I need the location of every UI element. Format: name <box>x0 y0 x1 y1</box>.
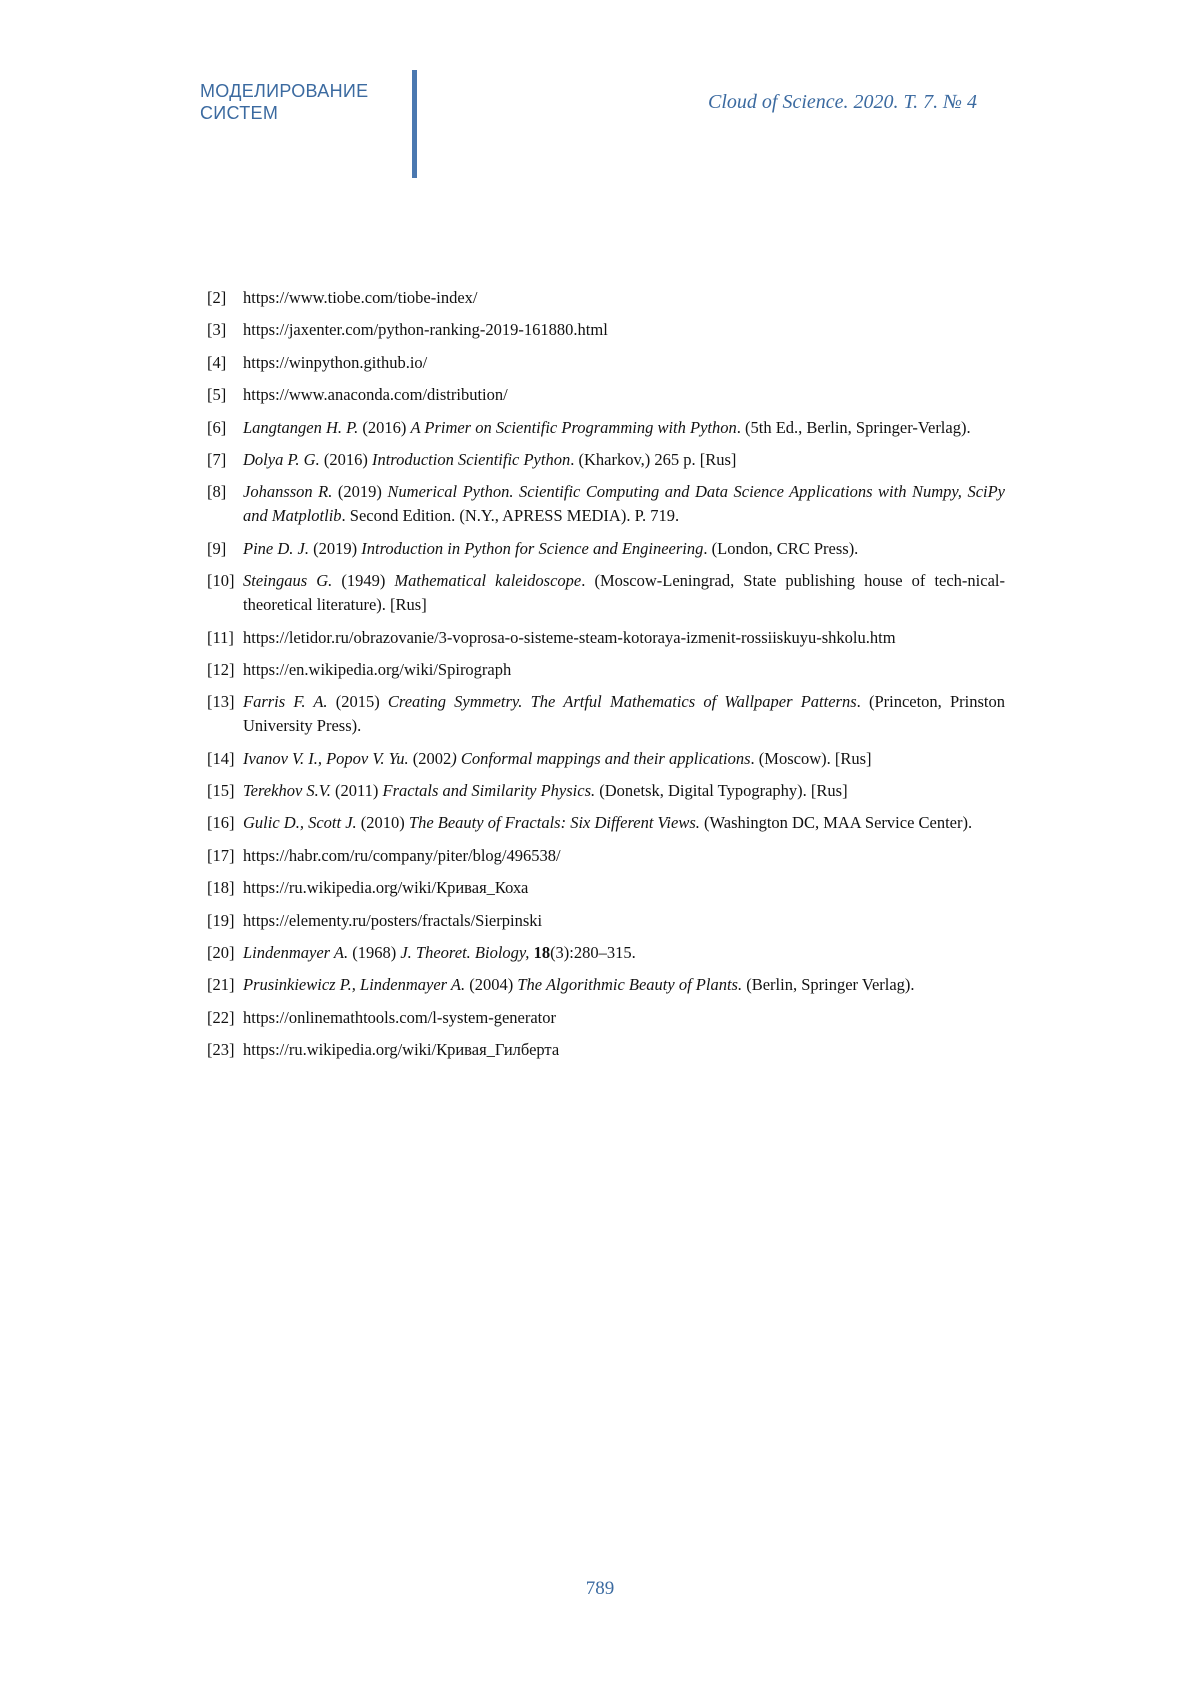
reference-text: Steingaus G. <box>243 571 333 591</box>
reference-text: https://ru.wikipedia.org/wiki/Кривая_Коха <box>243 878 529 898</box>
reference-text: https://elementy.ru/posters/fractals/Sierpinski <box>243 910 543 930</box>
reference-text: Ivanov V. I., Popov V. Yu. <box>243 748 409 768</box>
reference-text: (Washington DC, MAA Service Center). <box>699 813 973 833</box>
reference-text: (Berlin, Springer Verlag). <box>742 975 915 995</box>
reference-text: J. Theoret. Biology, <box>400 943 530 963</box>
journal-section-line2: СИСТЕМ <box>200 103 279 123</box>
reference-number: [15] <box>207 781 235 801</box>
reference-text: Dolya P. G. <box>243 449 320 469</box>
reference-number: [20] <box>207 943 235 963</box>
reference-text: Langtangen H. P. <box>243 417 359 437</box>
reference-text: (2002 <box>408 748 452 768</box>
reference-item <box>207 383 1005 407</box>
reference-text: (Donetsk, Digital Typography). [Rus] <box>595 781 848 801</box>
reference-item <box>207 286 1005 310</box>
reference-number: [9] <box>207 538 227 558</box>
reference-item <box>207 811 1005 835</box>
reference-item <box>207 351 1005 375</box>
reference-item <box>207 747 1005 771</box>
reference-item <box>207 1038 1005 1062</box>
journal-section-line1: МОДЕЛИРОВАНИЕ <box>200 81 369 101</box>
reference-item <box>207 658 1005 682</box>
reference-number: [16] <box>207 813 235 833</box>
reference-text: 18 <box>533 943 551 963</box>
reference-number: [5] <box>207 385 227 405</box>
reference-item <box>207 1006 1005 1030</box>
reference-text: https://onlinemathtools.com/l-system-generator <box>243 1007 556 1027</box>
reference-number: [11] <box>207 627 234 647</box>
reference-text: https://www.anaconda.com/distribution/ <box>243 385 508 405</box>
reference-item <box>207 626 1005 650</box>
reference-text: Numerical Python. Scientific Computing and Data Science Applications with Numpy, SciPy and Matplotlib <box>243 482 1006 526</box>
reference-number: [4] <box>207 352 227 372</box>
reference-text: (2019) <box>308 538 362 558</box>
reference-text: (2016) <box>358 417 411 437</box>
reference-text: The Beauty of Fractals: Six Different Views. <box>408 813 700 833</box>
reference-number: [19] <box>207 910 235 930</box>
reference-number: [10] <box>207 571 235 591</box>
reference-text: (1949) <box>332 571 395 591</box>
reference-item <box>207 480 1005 528</box>
reference-item <box>207 318 1005 342</box>
reference-text: . (Princeton, Prinston University Press). <box>243 692 1006 736</box>
reference-text: (2016) <box>319 449 372 469</box>
reference-item <box>207 973 1005 997</box>
reference-text: (3):280–315. <box>550 943 636 963</box>
reference-text: Prusinkiewicz P., Lindenmayer A. <box>243 975 466 995</box>
reference-item <box>207 844 1005 868</box>
reference-text: Farris F. A. <box>243 692 328 712</box>
reference-number: [2] <box>207 288 227 307</box>
reference-text: Gulic D., Scott J. <box>243 813 357 833</box>
journal-section-title <box>200 80 400 124</box>
header-divider <box>412 70 417 178</box>
reference-number: [14] <box>207 748 235 768</box>
reference-item <box>207 909 1005 933</box>
reference-item <box>207 448 1005 472</box>
reference-number: [7] <box>207 449 227 469</box>
reference-list <box>207 286 1005 1071</box>
reference-text: https://letidor.ru/obrazovanie/3-voprosa-o-sisteme-steam-kotoraya-izmenit-rossiiskuyu-shkolu.htm <box>243 627 896 647</box>
reference-text: The Algorithmic Beauty of Plants. <box>517 975 743 995</box>
page-number: 789 <box>585 1578 615 1599</box>
reference-text: Terekhov S.V. <box>243 781 331 801</box>
reference-text: https://en.wikipedia.org/wiki/Spirograph <box>243 659 512 679</box>
reference-number: [8] <box>207 482 227 502</box>
reference-text: https://jaxenter.com/python-ranking-2019-161880.html <box>243 320 608 340</box>
reference-item <box>207 537 1005 561</box>
reference-number: [17] <box>207 845 235 865</box>
reference-number: [12] <box>207 659 235 679</box>
reference-text: https://winpython.github.io/ <box>243 352 428 372</box>
reference-text: (2019) <box>332 482 388 502</box>
reference-text: https://www.tiobe.com/tiobe-index/ <box>243 288 478 307</box>
reference-text: https://habr.com/ru/company/piter/blog/496538/ <box>243 845 561 865</box>
reference-text: . (Moscow-Leningrad, State publishing house of tech-nical-theoretical literature). [Rus] <box>243 571 1005 615</box>
reference-item <box>207 941 1005 965</box>
reference-number: [13] <box>207 692 235 712</box>
reference-text: https://ru.wikipedia.org/wiki/Кривая_Гилберта <box>243 1040 560 1060</box>
journal-citation: Cloud of Science. 2020. T. 7. № 4 <box>707 91 977 113</box>
reference-number: [23] <box>207 1040 235 1060</box>
reference-item <box>207 569 1005 617</box>
reference-text: (2010) <box>356 813 409 833</box>
reference-text: Johansson R. <box>243 482 333 502</box>
reference-item <box>207 690 1005 738</box>
reference-item <box>207 779 1005 803</box>
reference-text: . Second Edition. (N.Y., APRESS MEDIA). P. 719. <box>341 506 680 526</box>
reference-text: . (Moscow). [Rus] <box>750 748 872 768</box>
reference-number: [21] <box>207 975 235 995</box>
reference-text: . (5th Ed., Berlin, Springer-Verlag). <box>736 417 971 437</box>
reference-text: A Primer on Scientific Programming with Python <box>410 417 737 437</box>
reference-text: (2004) <box>465 975 518 995</box>
reference-text: Lindenmayer A. <box>243 943 349 963</box>
reference-text: ) Conformal mappings and their applications <box>451 748 751 768</box>
reference-number: [6] <box>207 417 227 437</box>
reference-text: Pine D. J. <box>243 538 309 558</box>
reference-text: Fractals and Similarity Physics. <box>382 781 596 801</box>
reference-text: Introduction Scientific Python <box>371 449 571 469</box>
reference-text: . (London, CRC Press). <box>703 538 859 558</box>
reference-item <box>207 416 1005 440</box>
reference-text: Mathematical kaleidoscope <box>394 571 582 591</box>
reference-text: (2011) <box>330 781 383 801</box>
reference-text: . (Kharkov,) 265 p. [Rus] <box>570 449 737 469</box>
reference-number: [3] <box>207 320 227 340</box>
reference-text: (1968) <box>348 943 401 963</box>
reference-text: Introduction in Python for Science and Engineering <box>361 538 704 558</box>
reference-number: [22] <box>207 1007 235 1027</box>
reference-item <box>207 876 1005 900</box>
reference-text: Creating Symmetry. The Artful Mathematics of Wallpaper Patterns <box>387 692 857 712</box>
reference-number: [18] <box>207 878 235 898</box>
reference-text: (2015) <box>327 692 388 712</box>
